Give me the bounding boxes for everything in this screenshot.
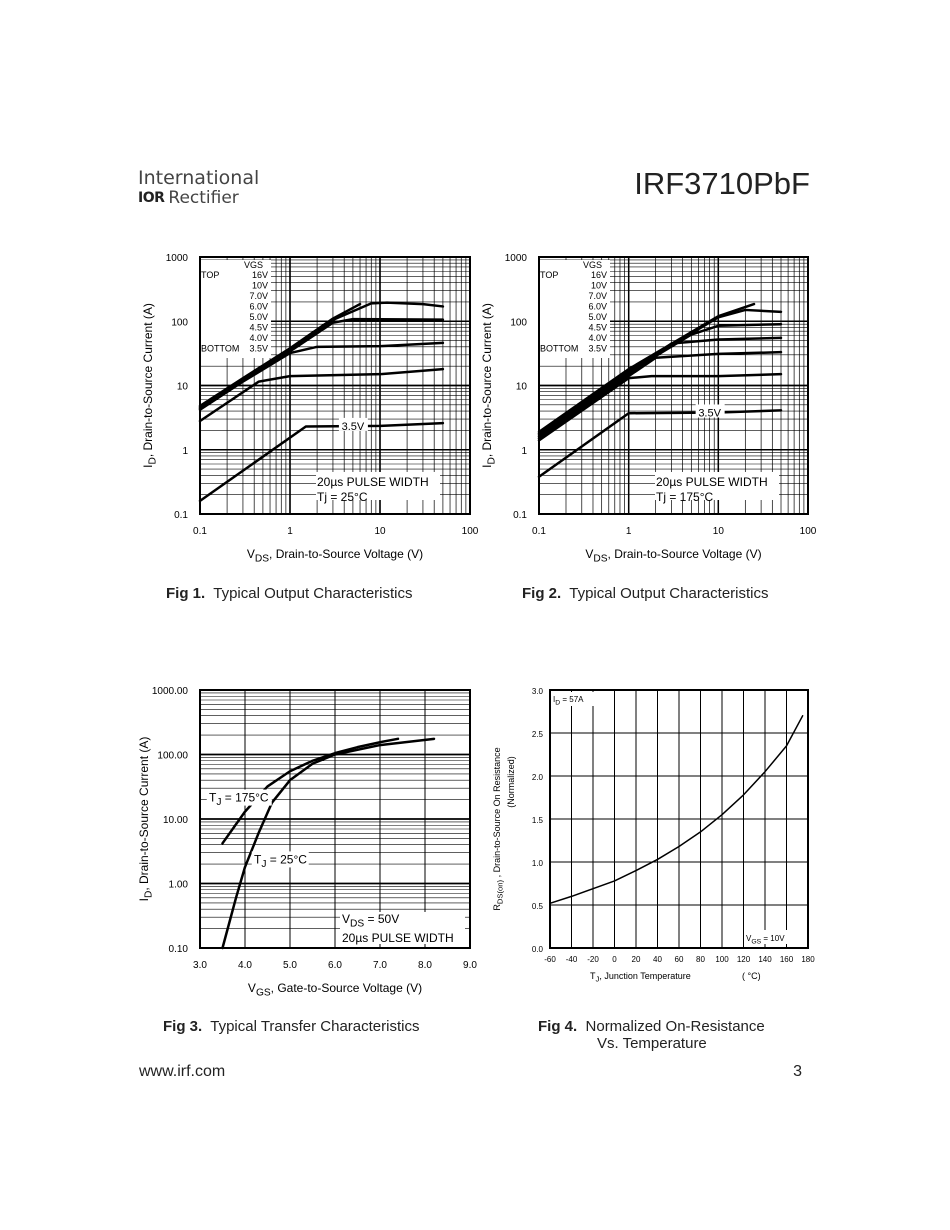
series-line-6 [539, 410, 781, 476]
fig1-caption: Fig 1. Typical Output Characteristics [166, 585, 413, 602]
legend-entry: 10V [590, 280, 607, 291]
fig4-grid [550, 690, 808, 948]
curve-label-3v5: 3.5V [341, 420, 365, 433]
id-condition: $I_D = 57A$ [553, 695, 584, 707]
page-number: 3 [793, 1063, 802, 1080]
x-tick-label: 80 [696, 955, 705, 964]
x-tick-label: 1 [287, 526, 293, 537]
legend-header: VGS [244, 260, 264, 270]
x-tick-label: 100 [461, 526, 479, 537]
x-tick-label: 140 [758, 955, 772, 964]
y-tick-label: 100.00 [157, 750, 188, 762]
pulse-width-note: 20µs PULSE WIDTH [342, 931, 454, 945]
y-tick-label: 1000 [504, 253, 527, 264]
junction-temp-note: Tj = 25°C [317, 490, 368, 504]
x-tick-label: -60 [544, 955, 556, 964]
curve-label-3v5: 3.5V [698, 407, 721, 420]
y-tick-label: 0.0 [531, 945, 543, 954]
x-tick-label: 120 [736, 955, 751, 964]
x-tick-label: 6.0 [328, 960, 342, 971]
pulse-width-note: 20µs PULSE WIDTH [317, 475, 429, 489]
x-tick-label: 20 [631, 955, 641, 964]
y-axis-label-line2: (Normalized) [506, 756, 516, 808]
legend-entry: 4.5V [588, 322, 607, 333]
legend-entry: 6.0V [249, 301, 268, 312]
y-tick-label: 1 [182, 445, 188, 457]
fig1-chart [141, 253, 479, 565]
x-tick-label: 8.0 [418, 960, 432, 971]
y-tick-label: 0.5 [531, 902, 543, 911]
logo-line2: Rectifier [168, 188, 239, 208]
legend-bottom-label: BOTTOM [201, 343, 240, 354]
x-tick-label: 100 [799, 526, 817, 537]
y-tick-label: 10.00 [162, 815, 188, 826]
vgs-condition: $V_{GS} = 10V$ [746, 934, 785, 946]
x-tick-label: 5.0 [283, 960, 297, 971]
x-tick-label: -40 [565, 955, 578, 964]
y-tick-label: 10 [515, 381, 527, 393]
fig2-chart [480, 253, 817, 565]
y-axis-label: $I_D$, Drain-to-Source Current (A) [141, 303, 159, 468]
series-line-4 [200, 369, 443, 421]
y-tick-label: 0.1 [513, 510, 527, 521]
x-tick-label: 180 [801, 955, 815, 964]
x-axis-label: $V_{DS}$, Drain-to-Source Voltage (V) [585, 547, 762, 565]
y-axis-label: RDS(on) , Drain-to-Source On Resistance [492, 747, 505, 911]
fig4-chart [492, 687, 815, 984]
legend-entry: 4.0V [249, 333, 268, 343]
x-axis-unit: ( °C) [742, 971, 761, 981]
legend-entry: 5.0V [249, 312, 268, 322]
fig3-chart [137, 686, 477, 999]
x-axis-label: $V_{DS}$, Drain-to-Source Voltage (V) [246, 547, 424, 565]
x-tick-label: 0.1 [193, 526, 207, 537]
legend-bottom-label: BOTTOM [540, 343, 579, 354]
legend-entry: 16V [251, 270, 268, 280]
tj-25-label: $T_J = 25^\circ C$ [254, 852, 307, 871]
legend-entry: 4.5V [249, 322, 268, 333]
legend-header: VGS [583, 260, 603, 270]
fig2-legend [540, 260, 610, 358]
y-tick-label: 1 [521, 445, 527, 457]
x-tick-label: 40 [653, 955, 662, 964]
fig2-caption: Fig 2. Typical Output Characteristics [522, 585, 769, 602]
ior-logo-mark: IOR [138, 190, 165, 206]
legend-top-label: TOP [201, 270, 220, 280]
x-tick-label: 4.0 [238, 960, 252, 971]
x-axis-label: $V_{GS}$, Gate-to-Source Voltage (V) [247, 981, 423, 999]
x-tick-label: 0 [612, 955, 617, 964]
y-tick-label: 2.5 [531, 730, 543, 739]
legend-entry: 5.0V [588, 312, 607, 322]
y-tick-label: 2.0 [531, 773, 543, 782]
y-tick-label: 1000 [165, 253, 188, 264]
part-number: IRF3710PbF [634, 166, 810, 201]
x-tick-label: 10 [374, 526, 386, 537]
legend-entry: 10V [251, 280, 268, 291]
legend-entry: 4.0V [588, 333, 607, 343]
footer-url: www.irf.com [139, 1063, 226, 1080]
tj-175-label: $T_J = 175^\circ C$ [209, 790, 269, 809]
pulse-width-note: 20µs PULSE WIDTH [656, 475, 768, 489]
y-axis-label: $I_D$, Drain-to-Source Current (A) [480, 303, 498, 468]
legend-entry: 7.0V [249, 291, 268, 301]
fig3-caption: Fig 3. Typical Transfer Characteristics [163, 1018, 420, 1035]
y-tick-label: 100 [510, 317, 527, 329]
y-tick-label: 1.5 [531, 816, 543, 825]
x-tick-label: 3.0 [193, 960, 207, 971]
y-tick-label: 1.00 [168, 879, 188, 891]
y-tick-label: 3.0 [531, 687, 543, 696]
y-tick-label: 0.10 [168, 944, 188, 955]
x-tick-label: 0.1 [532, 526, 546, 537]
x-tick-label: 100 [715, 955, 729, 964]
y-tick-label: 0.1 [174, 510, 188, 521]
legend-entry: 16V [590, 270, 607, 280]
x-tick-label: 60 [674, 955, 684, 964]
legend-entry: 7.0V [588, 291, 607, 301]
x-tick-label: 9.0 [463, 960, 477, 971]
x-tick-label: -20 [587, 955, 599, 964]
legend-entry: 3.5V [249, 343, 268, 354]
junction-temp-note: Tj = 175°C [656, 490, 714, 504]
x-tick-label: 160 [779, 955, 794, 964]
y-tick-label: 1.0 [531, 859, 543, 868]
x-tick-label: 1 [625, 526, 632, 537]
fig1-legend [201, 260, 271, 358]
legend-top-label: TOP [540, 270, 559, 280]
y-axis-label: $I_D$, Drain-to-Source Current (A) [137, 736, 155, 902]
logo-line1: International [138, 167, 260, 189]
legend-entry: 3.5V [588, 343, 607, 354]
vds-note: $V_{DS} = 50V$ [342, 912, 400, 930]
fig4-caption: Fig 4. Normalized On-Resistance Vs. Temperature [538, 1018, 765, 1052]
x-tick-label: 10 [712, 526, 724, 537]
x-axis-label: TJ, Junction Temperature [590, 971, 691, 984]
legend-entry: 6.0V [588, 301, 607, 312]
y-tick-label: 100 [171, 317, 188, 329]
x-tick-label: 7.0 [373, 960, 387, 971]
y-tick-label: 10 [176, 381, 188, 393]
y-tick-label: 1000.00 [151, 686, 188, 697]
